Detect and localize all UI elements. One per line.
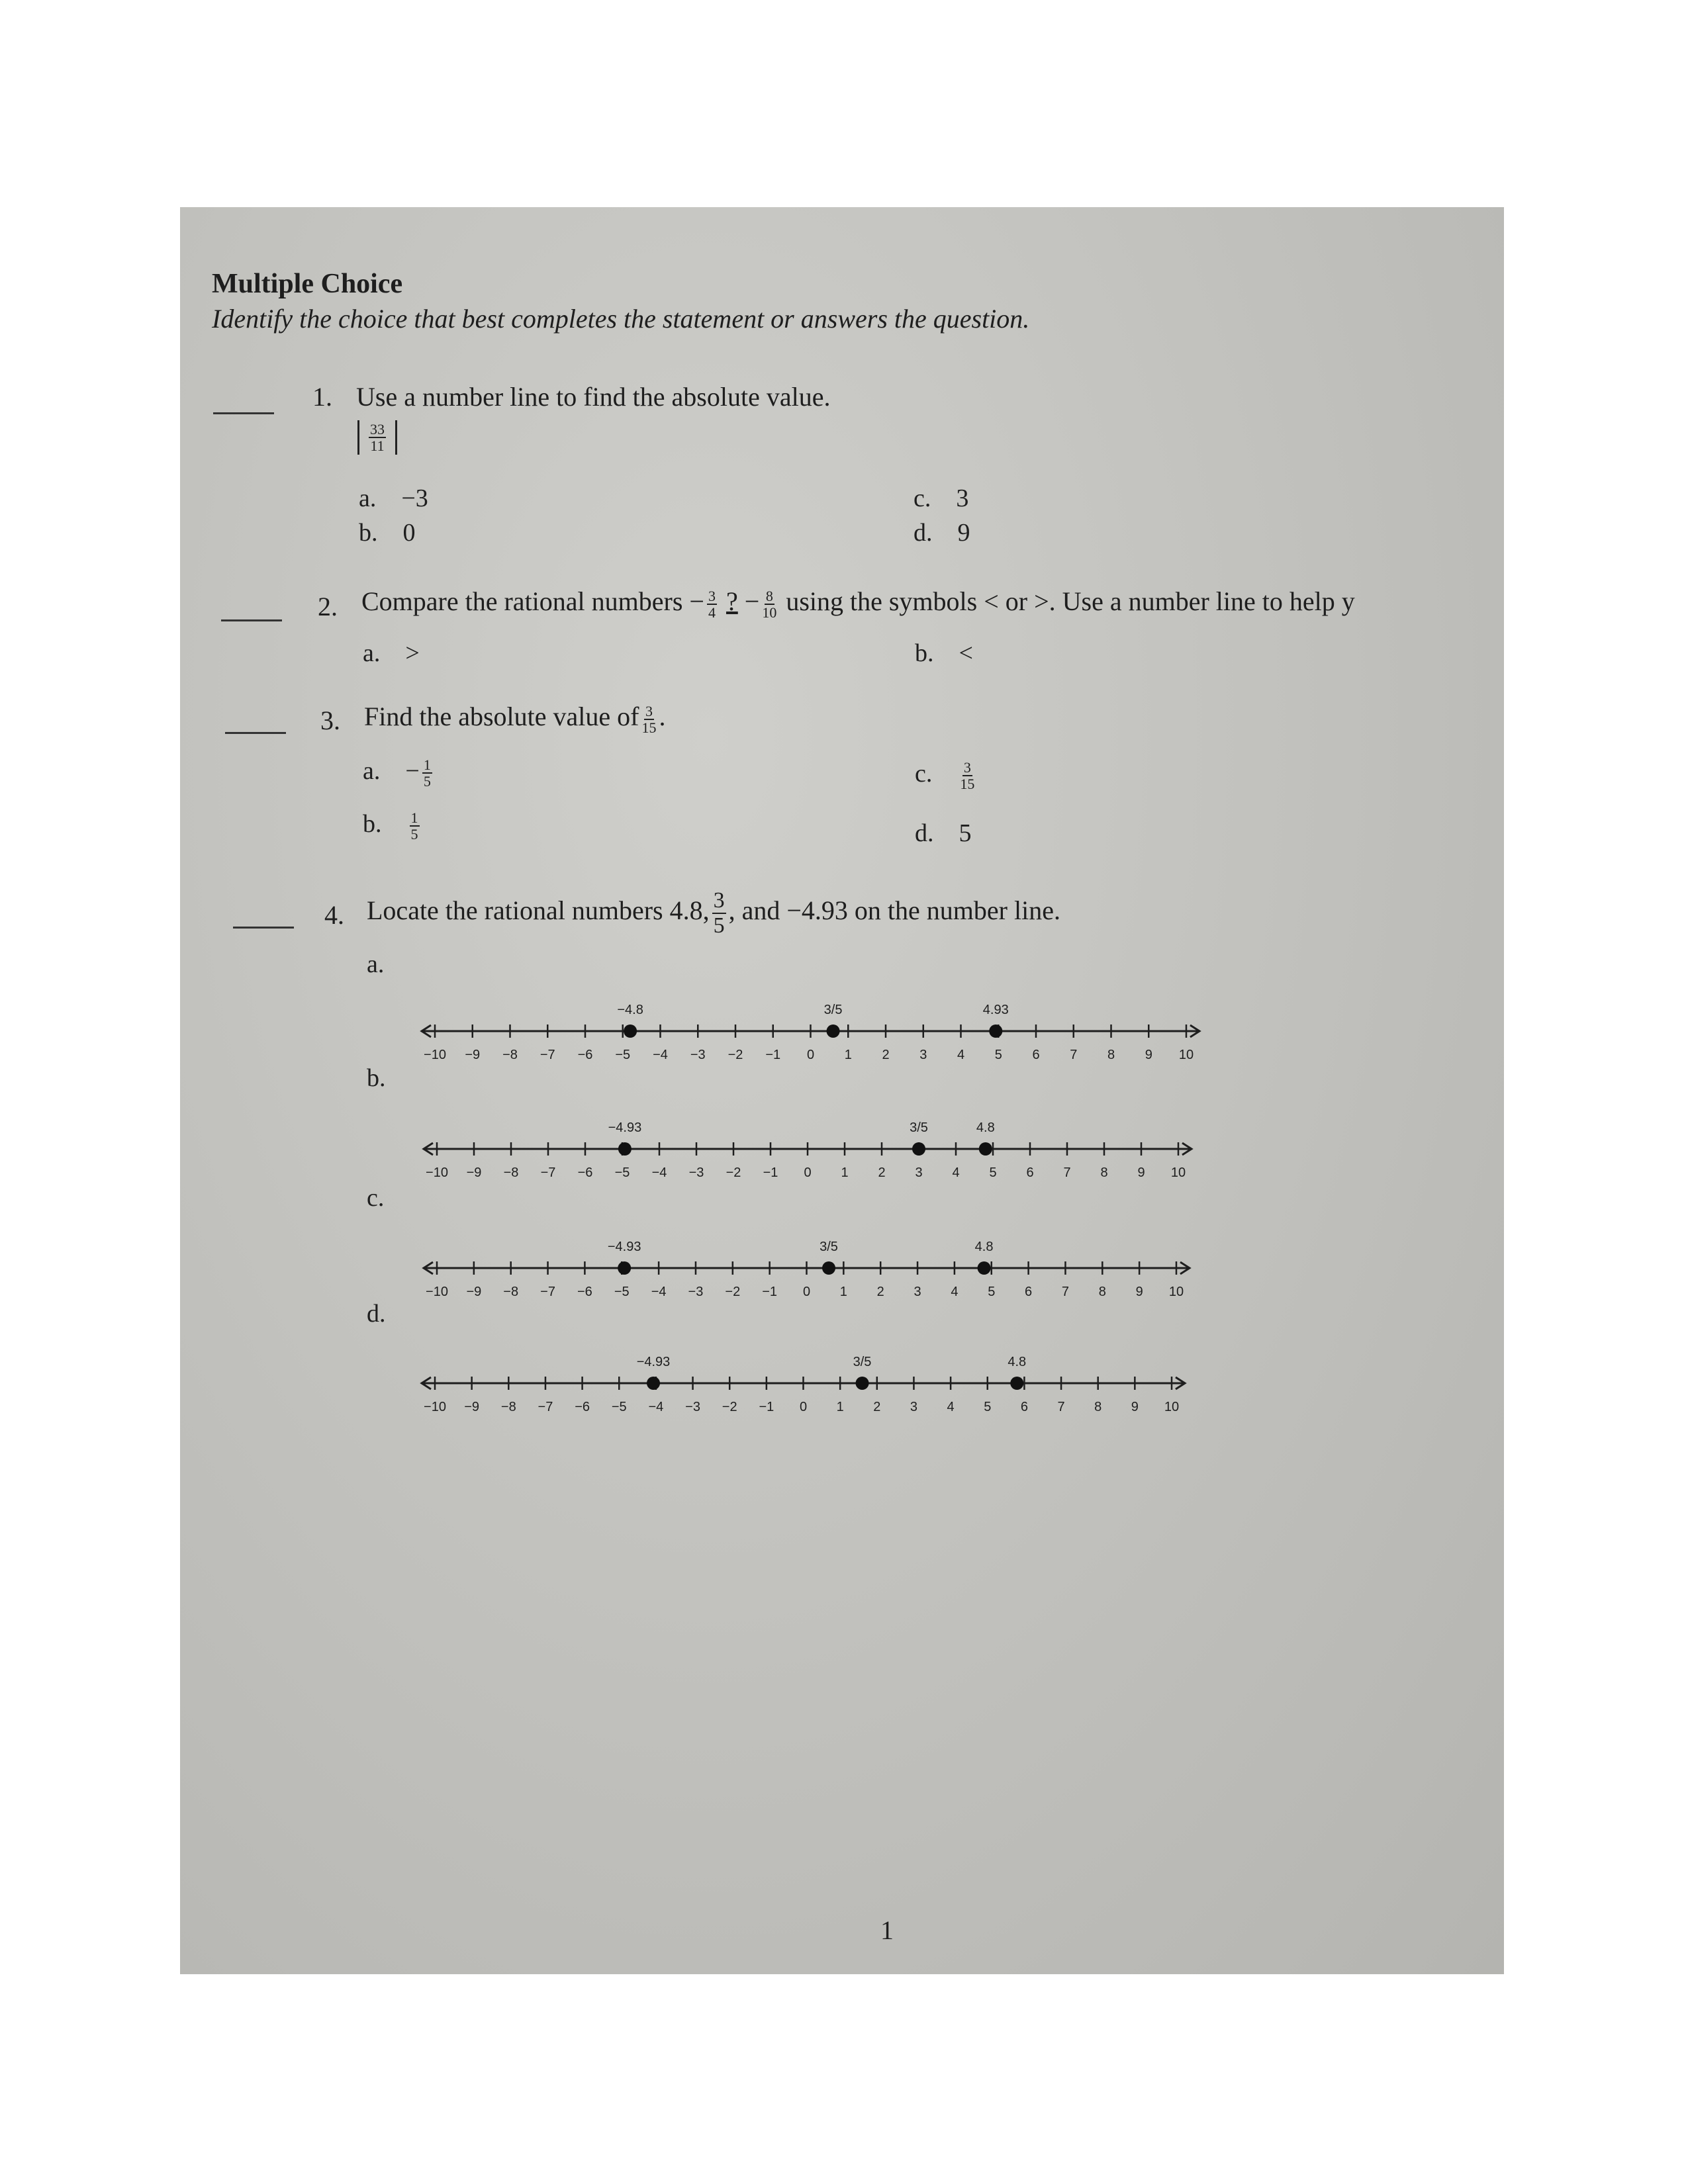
tick-label: −6 [577, 1048, 593, 1062]
section-heading: Multiple Choice [212, 269, 403, 299]
point-label: −4.8 [617, 1003, 643, 1017]
point-label: 4.8 [974, 1240, 994, 1254]
q4-option-b[interactable]: b. [367, 1064, 386, 1092]
tick-label: −5 [615, 1048, 631, 1062]
number-line-a [422, 1003, 1199, 1062]
tick-label: 0 [806, 1048, 815, 1062]
tick-label: −2 [727, 1048, 743, 1062]
tick-label: 10 [1168, 1285, 1184, 1299]
tick-label: −4 [651, 1285, 667, 1299]
tick-label: 7 [1063, 1165, 1071, 1180]
q4-option-d[interactable]: d. [367, 1300, 386, 1328]
question-number-4: 4. [324, 900, 344, 930]
question-number-1: 1. [312, 382, 332, 412]
tick-label: 10 [1178, 1048, 1194, 1062]
number-line-a [180, 207, 1504, 1974]
q1-option-c[interactable]: c. 3 [914, 484, 969, 512]
q4-option-a[interactable]: a. [367, 950, 385, 978]
tick-label: −7 [538, 1400, 553, 1414]
tick-label: −1 [759, 1400, 774, 1414]
tick-label: 8 [1100, 1165, 1108, 1180]
tick-label: 3 [915, 1165, 923, 1180]
plotted-point [624, 1024, 637, 1038]
point-label: 3/5 [820, 1240, 838, 1254]
tick-label: 5 [989, 1165, 997, 1180]
tick-label: 0 [802, 1285, 811, 1299]
tick-label: −2 [722, 1400, 737, 1414]
q4-option-c[interactable]: c. [367, 1184, 385, 1212]
plotted-point [856, 1377, 869, 1390]
question-text-2: Compare the rational numbers − $\frac{3}{4}$ ? − $\frac{8}{10}$ using the symbols < or >. Use a number line to help y [361, 586, 1355, 621]
plotted-point [978, 1261, 991, 1275]
tick-label: 1 [839, 1285, 847, 1299]
point-label: 4.93 [982, 1003, 1009, 1017]
plotted-point [647, 1377, 660, 1390]
tick-label: 3 [914, 1285, 921, 1299]
tick-label: −5 [614, 1165, 630, 1180]
tick-label: 6 [1020, 1400, 1028, 1414]
tick-label: −2 [725, 1285, 741, 1299]
tick-label: −8 [503, 1165, 519, 1180]
number-line-c [424, 1240, 1190, 1299]
plotted-point [822, 1261, 835, 1275]
tick-label: 10 [1170, 1165, 1186, 1180]
plotted-point [912, 1142, 925, 1156]
tick-label: 9 [1131, 1400, 1139, 1414]
point-label: 3/5 [823, 1003, 843, 1017]
tick-label: 1 [841, 1165, 849, 1180]
tick-label: 4 [947, 1400, 955, 1414]
tick-label: 4 [952, 1165, 960, 1180]
tick-label: 0 [799, 1400, 808, 1414]
tick-label: −8 [503, 1285, 519, 1299]
plotted-point [1010, 1377, 1023, 1390]
tick-label: −5 [611, 1400, 627, 1414]
point-label: −4.93 [636, 1355, 671, 1369]
tick-label: 10 [1164, 1400, 1180, 1414]
q2-option-b[interactable]: b. < [915, 639, 973, 667]
tick-label: 5 [988, 1285, 996, 1299]
tick-label: −8 [502, 1048, 518, 1062]
tick-label: 8 [1107, 1048, 1115, 1062]
tick-label: 6 [1032, 1048, 1040, 1062]
plotted-point [979, 1142, 992, 1156]
q1-option-b[interactable]: b. 0 [359, 519, 416, 547]
tick-label: −9 [464, 1400, 480, 1414]
tick-label: −9 [465, 1048, 481, 1062]
question-text-4: Locate the rational numbers 4.8, $\frac{3}{5}$ , and −4.93 on the number line. [367, 888, 1060, 938]
tick-label: −1 [765, 1048, 781, 1062]
tick-label: 9 [1145, 1048, 1152, 1062]
point-label: 4.8 [976, 1120, 995, 1135]
expr-numerator: 33 [370, 421, 385, 437]
tick-label: −7 [540, 1165, 556, 1180]
expr-denominator: 11 [370, 437, 385, 455]
q1-option-d[interactable]: d. 9 [914, 519, 970, 547]
plotted-point [989, 1024, 1002, 1038]
tick-label: −5 [614, 1285, 630, 1299]
point-label: −4.93 [608, 1120, 642, 1135]
tick-label: −4 [648, 1400, 664, 1414]
tick-label: −9 [466, 1285, 482, 1299]
tick-label: 4 [951, 1285, 959, 1299]
q3-option-d[interactable]: d. 5 [915, 819, 972, 847]
question-text-3: Find the absolute value of $\frac{3}{15}$ . [364, 702, 666, 736]
tick-label: 2 [873, 1400, 881, 1414]
q1-option-a[interactable]: a. −3 [359, 484, 428, 512]
q2-option-a[interactable]: a. > [363, 639, 420, 667]
point-label: 3/5 [853, 1355, 872, 1369]
question-text-1: Use a number line to find the absolute value. [356, 382, 831, 412]
tick-label: −10 [424, 1400, 446, 1414]
tick-label: 9 [1137, 1165, 1145, 1180]
tick-label: 2 [878, 1165, 886, 1180]
q3-option-a[interactable]: a. − $\frac{1}{5}$ [363, 756, 431, 790]
point-label: 4.8 [1008, 1355, 1027, 1369]
tick-label: −6 [575, 1400, 590, 1414]
number-line-b [424, 1120, 1192, 1180]
tick-label: 7 [1070, 1048, 1078, 1062]
tick-label: −7 [539, 1048, 555, 1062]
plotted-point [618, 1261, 631, 1275]
tick-label: −6 [577, 1285, 592, 1299]
tick-label: −3 [685, 1400, 700, 1414]
tick-label: −3 [688, 1285, 704, 1299]
tick-label: −2 [726, 1165, 741, 1180]
tick-label: 4 [957, 1048, 965, 1062]
tick-label: 6 [1025, 1285, 1033, 1299]
tick-label: 8 [1094, 1400, 1102, 1414]
q3-option-c[interactable]: c. $\frac{3}{15}$ [915, 759, 975, 793]
tick-label: −1 [763, 1165, 778, 1180]
point-label: 3/5 [910, 1120, 928, 1135]
tick-label: 8 [1098, 1285, 1106, 1299]
tick-label: −10 [424, 1048, 446, 1062]
instructions: Identify the choice that best completes the statement or answers the question. [212, 304, 1030, 334]
number-line-d [422, 1355, 1185, 1414]
tick-label: −4 [653, 1048, 668, 1062]
tick-label: 5 [984, 1400, 992, 1414]
tick-label: −6 [577, 1165, 593, 1180]
tick-label: 9 [1135, 1285, 1143, 1299]
worksheet-page [180, 207, 1504, 1974]
point-label: −4.93 [607, 1240, 641, 1254]
tick-label: 7 [1061, 1285, 1070, 1299]
tick-label: 1 [836, 1400, 844, 1414]
tick-label: −10 [426, 1285, 448, 1299]
tick-label: 5 [994, 1048, 1002, 1062]
tick-label: 1 [844, 1048, 852, 1062]
plotted-point [618, 1142, 632, 1156]
tick-label: −4 [651, 1165, 667, 1180]
tick-label: 7 [1057, 1400, 1065, 1414]
q3-option-b[interactable]: b. $\frac{1}{5}$ [363, 809, 418, 843]
tick-label: 2 [876, 1285, 884, 1299]
question-number-2: 2. [318, 592, 338, 621]
tick-label: 2 [882, 1048, 890, 1062]
tick-label: −8 [500, 1400, 516, 1414]
question-number-3: 3. [320, 705, 340, 735]
tick-label: 3 [910, 1400, 918, 1414]
tick-label: −7 [540, 1285, 555, 1299]
tick-label: −3 [688, 1165, 704, 1180]
tick-label: −3 [690, 1048, 706, 1062]
tick-label: −10 [426, 1165, 448, 1180]
tick-label: 0 [804, 1165, 812, 1180]
tick-label: −9 [466, 1165, 482, 1180]
tick-label: 3 [919, 1048, 927, 1062]
plotted-point [827, 1024, 840, 1038]
tick-label: 6 [1026, 1165, 1034, 1180]
page-number: 1 [880, 1915, 894, 1945]
tick-label: −1 [762, 1285, 778, 1299]
